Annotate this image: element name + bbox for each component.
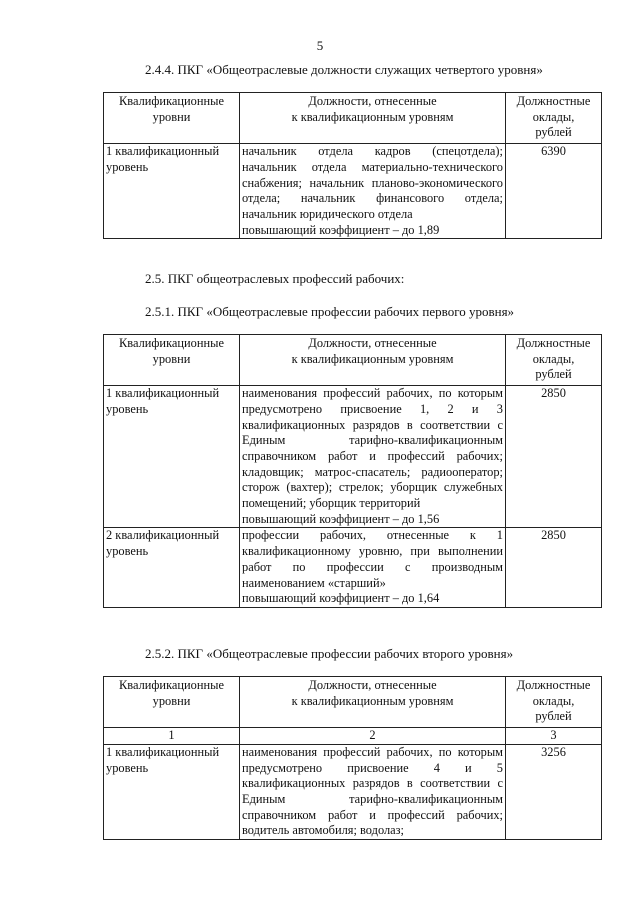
table-row [104, 144, 602, 239]
column-header-positions: Должности, отнесенные к квалификационным уровням [240, 93, 506, 144]
table-header-row [104, 335, 602, 386]
section-heading-2-4-4: 2.4.4. ПКГ «Общеотраслевые должности служащих четвертого уровня» [145, 62, 543, 77]
column-header-levels: Квалификационные уровни [104, 677, 240, 728]
column-number: 1 [104, 728, 240, 745]
coefficient-text: повышающий коэффициент – до 1,64 [242, 591, 440, 606]
level-cell: 1 квалификационный уровень [104, 144, 240, 239]
table-header-row [104, 93, 602, 144]
table-header-row [104, 677, 602, 728]
table-row [104, 386, 602, 528]
column-header-levels: Квалификационные уровни [104, 93, 240, 144]
table-row [104, 528, 602, 608]
section-heading-2-5: 2.5. ПКГ общеотраслевых профессий рабочих: [145, 271, 405, 286]
salary-cell: 3256 [506, 744, 602, 839]
description-cell [240, 528, 506, 608]
pkg-table-2-5-2 [103, 676, 602, 840]
description-text: профессии рабочих, отнесенные к 1 квалификационному уровню, при выполнении работ по профессии с производным наименованием «старший» [242, 528, 503, 590]
salary-cell: 2850 [506, 528, 602, 608]
level-cell: 1 квалификационный уровень [104, 744, 240, 839]
column-header-salaries: Должностные оклады, рублей [506, 335, 602, 386]
column-number: 2 [240, 728, 506, 745]
pkg-table-2-5-1 [103, 334, 602, 608]
level-cell: 1 квалификационный уровень [104, 386, 240, 528]
pkg-table-2-4-4 [103, 92, 602, 239]
level-cell: 2 квалификационный уровень [104, 528, 240, 608]
description-text: начальник отдела кадров (спецотдела); начальник отдела материально-технического снабжения; начальник планово-экономического отдела; начальник финансового отдела; начальник юридического отдела [242, 144, 503, 221]
section-heading-2-5-2: 2.5.2. ПКГ «Общеотраслевые профессии рабочих второго уровня» [145, 646, 514, 661]
column-header-salaries: Должностные оклады, рублей [506, 93, 602, 144]
salary-cell: 2850 [506, 386, 602, 528]
description-cell [240, 144, 506, 239]
coefficient-text: повышающий коэффициент – до 1,56 [242, 511, 440, 526]
description-text: наименования профессий рабочих, по которым предусмотрено присвоение 4 и 5 квалификационных разрядов в соответствии с Единым тарифно-квалификационным справочником работ и профессий рабочих; водитель автомобиля; водолаз; [242, 744, 503, 838]
page-number: 5 [316, 38, 324, 53]
column-header-salaries: Должностные оклады, рублей [506, 677, 602, 728]
column-header-positions: Должности, отнесенные к квалификационным уровням [240, 677, 506, 728]
salary-cell: 6390 [506, 144, 602, 239]
table-row [104, 744, 602, 839]
section-heading-2-5-1: 2.5.1. ПКГ «Общеотраслевые профессии рабочих первого уровня» [145, 304, 515, 319]
description-text: наименования профессий рабочих, по которым предусмотрено присвоение 1, 2 и 3 квалификационных разрядов в соответствии с Единым тарифно-квалификационным справочником работ и профессий рабочих; кладовщик; матрос-спасатель; радиооператор; сторож (вахтер); стрелок; уборщик служебных помещений; уборщик территорий [242, 386, 503, 511]
column-number: 3 [506, 728, 602, 745]
column-header-positions: Должности, отнесенные к квалификационным уровням [240, 335, 506, 386]
column-header-levels: Квалификационные уровни [104, 335, 240, 386]
description-cell [240, 744, 506, 839]
coefficient-text: повышающий коэффициент – до 1,89 [242, 222, 440, 237]
column-number-row [104, 728, 602, 745]
description-cell [240, 386, 506, 528]
